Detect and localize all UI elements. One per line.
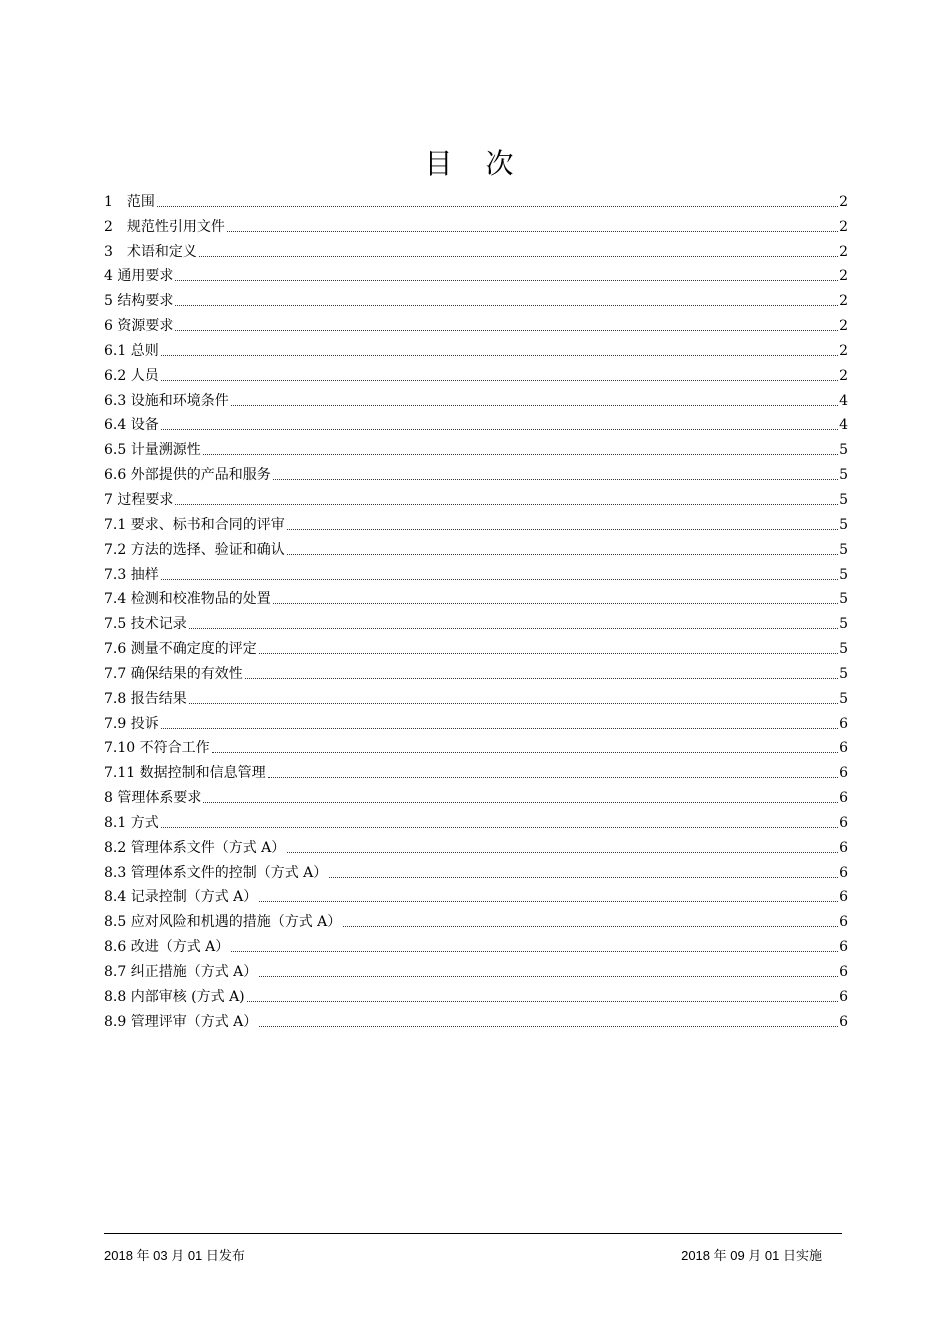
- toc-entry[interactable]: [104, 633, 848, 658]
- toc-entry-label: 5 结构要求: [104, 293, 174, 310]
- toc-dot-leader: [343, 926, 838, 927]
- toc-entry-page-number: 2: [839, 268, 848, 285]
- toc-dot-leader: [161, 827, 838, 828]
- toc-entry-page-number: 2: [839, 218, 848, 235]
- toc-entry-label: 7.4 检测和校准物品的处置: [104, 591, 271, 608]
- toc-entry-page-number: 5: [839, 566, 848, 583]
- publish-date: 2018 年 03 月 01 日发布: [104, 1248, 245, 1263]
- table-of-contents: [104, 186, 848, 1031]
- footer-divider: [104, 1233, 842, 1234]
- toc-entry-label: 8.8 内部审核 (方式 A): [104, 988, 245, 1005]
- toc-entry-page-number: 5: [839, 541, 848, 558]
- toc-entry-label: 7.9 投诉: [104, 715, 159, 732]
- toc-entry[interactable]: [104, 882, 848, 907]
- toc-dot-leader: [287, 529, 838, 530]
- effective-date: 2018 年 09 月 01 日实施: [681, 1248, 822, 1263]
- toc-entry-label: 7.5 技术记录: [104, 616, 187, 633]
- toc-entry[interactable]: [104, 807, 848, 832]
- toc-dot-leader: [203, 454, 838, 455]
- toc-entry[interactable]: [104, 484, 848, 509]
- toc-entry-label: 7.10 不符合工作: [104, 740, 210, 757]
- toc-entry-label: 4 通用要求: [104, 268, 174, 285]
- toc-entry[interactable]: [104, 757, 848, 782]
- toc-entry[interactable]: [104, 906, 848, 931]
- toc-entry-label: 7.2 方法的选择、验证和确认: [104, 541, 285, 558]
- toc-dot-leader: [212, 752, 838, 753]
- toc-entry-page-number: 5: [839, 467, 848, 484]
- toc-dot-leader: [189, 628, 838, 629]
- toc-entry[interactable]: [104, 658, 848, 683]
- toc-dot-leader: [161, 429, 838, 430]
- toc-entry-label: 8.1 方式: [104, 814, 159, 831]
- toc-dot-leader: [273, 603, 838, 604]
- toc-entry-label: 8.5 应对风险和机遇的措施（方式 A）: [104, 914, 342, 931]
- toc-dot-leader: [287, 852, 838, 853]
- toc-dot-leader: [329, 877, 838, 878]
- toc-entry-page-number: 6: [839, 988, 848, 1005]
- toc-entry-page-number: 2: [839, 193, 848, 210]
- toc-entry-label: 7.1 要求、标书和合同的评审: [104, 516, 285, 533]
- toc-entry-page-number: 6: [839, 839, 848, 856]
- toc-entry-label: 7.8 报告结果: [104, 690, 187, 707]
- toc-entry[interactable]: [104, 1006, 848, 1031]
- toc-entry[interactable]: [104, 931, 848, 956]
- toc-entry-page-number: 2: [839, 342, 848, 359]
- toc-entry-page-number: 2: [839, 367, 848, 384]
- toc-dot-leader: [247, 1001, 838, 1002]
- toc-entry-page-number: 6: [839, 939, 848, 956]
- toc-entry[interactable]: [104, 385, 848, 410]
- toc-entry[interactable]: [104, 211, 848, 236]
- toc-dot-leader: [161, 355, 838, 356]
- toc-entry-label: 7 过程要求: [104, 491, 174, 508]
- toc-entry-label: 6.6 外部提供的产品和服务: [104, 467, 271, 484]
- toc-entry-label: 6.5 计量溯源性: [104, 442, 201, 459]
- toc-dot-leader: [203, 802, 838, 803]
- toc-entry[interactable]: [104, 782, 848, 807]
- toc-entry-page-number: 5: [839, 516, 848, 533]
- page-title: 目 次: [424, 147, 526, 180]
- toc-entry-page-number: 6: [839, 765, 848, 782]
- toc-entry-label: 8.6 改进（方式 A）: [104, 939, 230, 956]
- toc-dot-leader: [231, 405, 838, 406]
- toc-entry-page-number: 6: [839, 889, 848, 906]
- toc-dot-leader: [259, 653, 838, 654]
- toc-entry[interactable]: [104, 857, 848, 882]
- toc-entry[interactable]: [104, 683, 848, 708]
- toc-dot-leader: [259, 1026, 838, 1027]
- toc-entry-label: 6.4 设备: [104, 417, 159, 434]
- toc-entry[interactable]: [104, 956, 848, 981]
- toc-entry-page-number: 6: [839, 814, 848, 831]
- toc-entry-page-number: 5: [839, 591, 848, 608]
- toc-entry-label: 6.1 总则: [104, 342, 159, 359]
- toc-entry[interactable]: [104, 285, 848, 310]
- toc-dot-leader: [189, 703, 838, 704]
- toc-entry-page-number: 6: [839, 1013, 848, 1030]
- toc-entry-label: 7.11 数据控制和信息管理: [104, 765, 266, 782]
- toc-entry-label: 8.7 纠正措施（方式 A）: [104, 964, 258, 980]
- toc-entry-page-number: 6: [839, 964, 848, 980]
- toc-entry[interactable]: [104, 559, 848, 584]
- toc-dot-leader: [157, 206, 838, 207]
- toc-dot-leader: [161, 728, 838, 729]
- toc-entry[interactable]: [104, 236, 848, 261]
- toc-entry-page-number: 5: [839, 491, 848, 508]
- toc-dot-leader: [268, 777, 838, 778]
- toc-entry-label: 6.2 人员: [104, 367, 159, 384]
- toc-entry-page-number: 4: [839, 392, 848, 409]
- toc-entry-label: 7.6 测量不确定度的评定: [104, 641, 257, 658]
- toc-dot-leader: [287, 554, 838, 555]
- toc-entry-label: 8.3 管理体系文件的控制（方式 A）: [104, 864, 328, 881]
- toc-dot-leader: [175, 280, 838, 281]
- toc-dot-leader: [199, 256, 838, 257]
- toc-dot-leader: [161, 579, 838, 580]
- toc-entry[interactable]: [104, 708, 848, 733]
- toc-entry[interactable]: [104, 981, 848, 1006]
- toc-entry[interactable]: [104, 261, 848, 286]
- toc-entry-page-number: 2: [839, 243, 848, 260]
- toc-entry[interactable]: [104, 733, 848, 758]
- toc-entry[interactable]: [104, 534, 848, 559]
- toc-entry-page-number: 5: [839, 665, 848, 682]
- toc-entry-page-number: 5: [839, 442, 848, 459]
- toc-entry[interactable]: [104, 832, 848, 857]
- toc-entry[interactable]: [104, 459, 848, 484]
- toc-dot-leader: [245, 678, 838, 679]
- toc-entry-label: 8.9 管理评审（方式 A）: [104, 1013, 258, 1030]
- toc-dot-leader: [175, 504, 838, 505]
- toc-entry-page-number: 6: [839, 914, 848, 931]
- toc-entry-label: 7.3 抽样: [104, 566, 159, 583]
- toc-entry[interactable]: [104, 584, 848, 609]
- toc-entry[interactable]: [104, 434, 848, 459]
- toc-entry-label: 6.3 设施和环境条件: [104, 392, 229, 409]
- toc-entry-page-number: 2: [839, 293, 848, 310]
- toc-entry-page-number: 6: [839, 715, 848, 732]
- toc-entry[interactable]: [104, 360, 848, 385]
- toc-entry-page-number: 6: [839, 864, 848, 881]
- toc-entry-label: 8 管理体系要求: [104, 790, 202, 807]
- toc-entry-label: 3 术语和定义: [104, 243, 197, 260]
- toc-entry[interactable]: [104, 310, 848, 335]
- toc-dot-leader: [259, 901, 838, 902]
- toc-dot-leader: [259, 976, 838, 977]
- toc-entry-page-number: 5: [839, 616, 848, 633]
- toc-entry-page-number: 4: [839, 417, 848, 434]
- toc-entry-label: 1 范围: [104, 193, 155, 210]
- toc-entry-page-number: 2: [839, 318, 848, 335]
- toc-dot-leader: [227, 231, 838, 232]
- toc-entry[interactable]: [104, 410, 848, 435]
- toc-dot-leader: [231, 951, 838, 952]
- toc-dot-leader: [175, 305, 838, 306]
- toc-entry[interactable]: [104, 608, 848, 633]
- toc-entry[interactable]: [104, 335, 848, 360]
- toc-entry-label: 6 资源要求: [104, 318, 174, 335]
- toc-dot-leader: [161, 380, 838, 381]
- toc-entry-label: 2 规范性引用文件: [104, 218, 225, 235]
- toc-entry-page-number: 5: [839, 641, 848, 658]
- toc-entry-label: 8.4 记录控制（方式 A）: [104, 889, 258, 906]
- toc-dot-leader: [273, 479, 838, 480]
- toc-entry-label: 8.2 管理体系文件（方式 A）: [104, 839, 286, 856]
- toc-entry-page-number: 6: [839, 740, 848, 757]
- toc-entry-page-number: 5: [839, 690, 848, 707]
- toc-entry-label: 7.7 确保结果的有效性: [104, 665, 243, 682]
- toc-dot-leader: [175, 330, 838, 331]
- toc-entry[interactable]: [104, 186, 848, 211]
- toc-entry[interactable]: [104, 509, 848, 534]
- toc-entry-page-number: 6: [839, 790, 848, 807]
